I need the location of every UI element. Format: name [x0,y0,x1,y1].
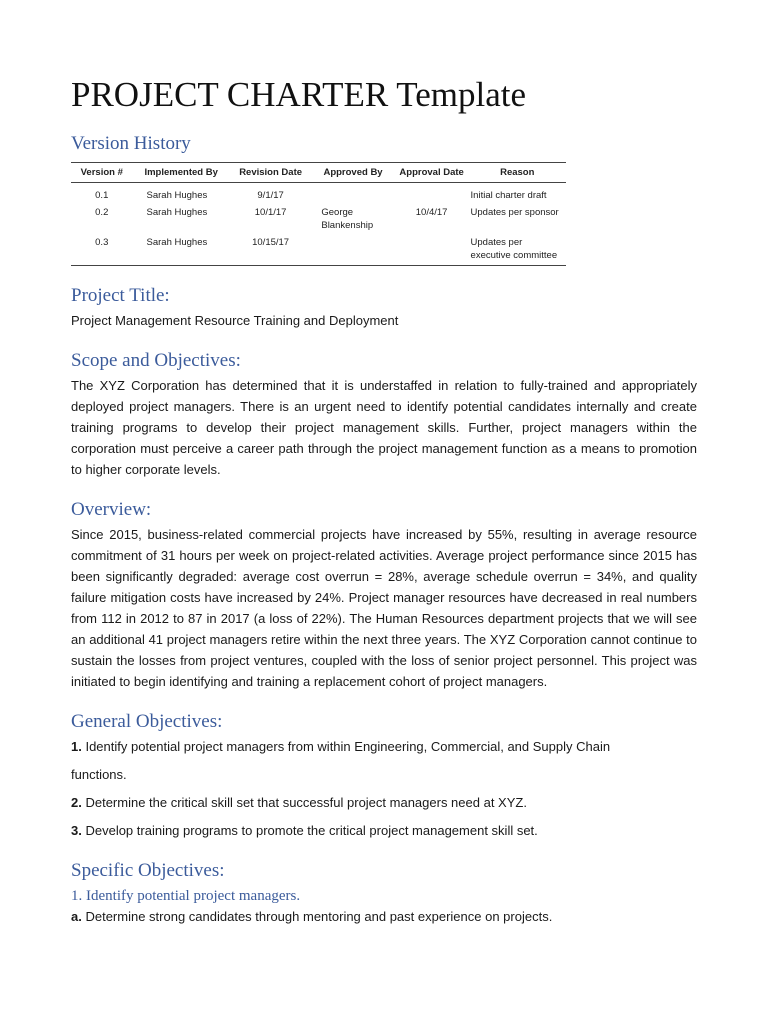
cell-revision-date: 9/1/17 [257,190,284,201]
list-item [71,736,697,757]
general-objectives-heading: General Objectives: [71,711,223,732]
cell-reason: Updates per sponsor [470,207,559,218]
cell-approved-by [311,234,394,266]
general-objectives-section [71,710,697,841]
cell-version: 0.3 [71,234,133,266]
project-title-heading: Project Title: [71,285,170,306]
col-header-approved-by: Approved By [311,163,394,183]
cell-approval-date: 10/4/17 [415,207,448,218]
cell-implemented-by: Sarah Hughes [146,190,208,201]
list-item-text: Develop training programs to promote the critical project management skill set. [85,823,538,838]
overview-heading: Overview: [71,499,152,520]
scope-heading: Scope and Objectives: [71,350,241,371]
overview-section [71,498,697,692]
project-title-section [71,284,697,331]
specific-objectives-subheading: 1. Identify potential project managers. [71,888,301,904]
document-title: PROJECT CHARTER Template [71,75,526,114]
cell-revision-date: 10/1/17 [254,207,287,218]
cell-reason: Updates per executive committee [469,234,566,266]
table-row [71,187,566,204]
cell-approval-date [395,234,469,266]
scope-paragraph: The XYZ Corporation has determined that it is understaffed in relation to fully-trained and appropriately deployed project managers. There is an urgent need to identify potential candidates internally and create training programs to develop their project management skills. Further, project managers within the corporation must perceive a career path through the project management function as a means to promotion to higher corporate levels. [71,378,697,477]
table-row [71,234,566,266]
list-item-continuation: functions. [71,767,127,782]
cell-implemented-by: Sarah Hughes [133,234,230,266]
list-item [71,792,697,813]
list-item-number: 1. [71,739,82,754]
specific-objectives-heading: Specific Objectives: [71,860,225,881]
project-title-text: Project Management Resource Training and Deployment [71,313,399,328]
specific-objectives-section [71,859,697,927]
col-header-version: Version # [71,163,133,183]
cell-version: 0.2 [95,207,109,218]
version-history-heading: Version History [71,133,191,154]
list-item-text: Determine the critical skill set that successful project managers need at XYZ. [85,795,527,810]
cell-implemented-by: Sarah Hughes [146,207,208,218]
overview-paragraph: Since 2015, business-related commercial projects have increased by 55%, resulting in average resource commitment of 31 hours per week on project-related activities. Average project performance since 2015 has been significantly degraded: average cost overrun = 28%, average schedule overrun = 34%, and quality failure mitigation costs have increased by 24%. Project manager resources have decreased in real numbers from 112 in 2012 to 87 in 2017 (a loss of 22%). The Human Resources department projects that we will see an additional 41 project managers retire within the next three years. The XYZ Corporation cannot continue to sustain the losses from project ventures, coupled with the loss of senior project personnel. This project was initiated to begin identifying and training a replacement cohort of project managers. [71,527,697,689]
cell-approved-by: George Blankenship [321,207,374,231]
list-item-number: 3. [71,823,82,838]
list-item-number: 2. [71,795,82,810]
cell-revision-date: 10/15/17 [230,234,312,266]
cell-approval-date [395,187,469,204]
col-header-reason: Reason [469,163,566,183]
cell-reason: Initial charter draft [470,190,547,201]
list-item-text: Determine strong candidates through mentoring and past experience on projects. [85,909,553,924]
table-row [71,204,566,234]
list-item-text: Identify potential project managers from within Engineering, Commercial, and Supply Chain [85,739,611,754]
table-header-row [71,163,566,183]
col-header-revision-date: Revision Date [230,163,312,183]
list-item [71,906,697,927]
cell-approved-by [311,187,394,204]
version-history-table [71,162,566,266]
col-header-implemented-by: Implemented By [133,163,230,183]
list-item-letter: a. [71,909,82,924]
cell-version: 0.1 [95,190,109,201]
col-header-approval-date: Approval Date [395,163,469,183]
list-item [71,820,697,841]
scope-section [71,349,697,480]
